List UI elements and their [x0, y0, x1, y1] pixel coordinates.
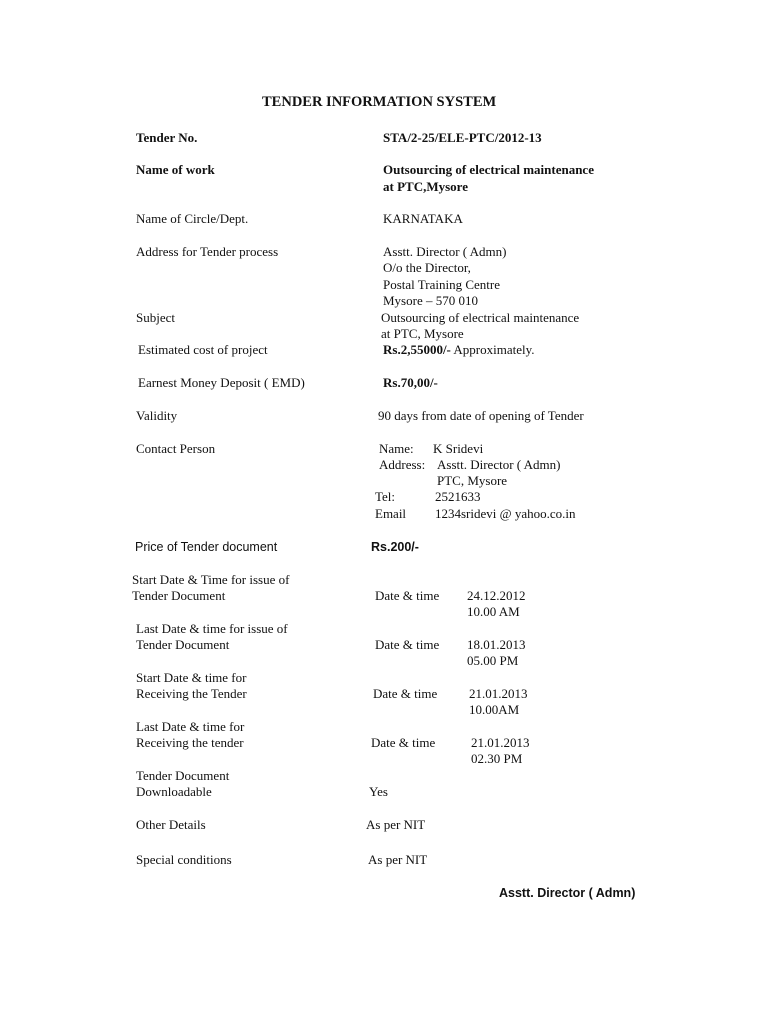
contact-email: 1234sridevi @ yahoo.co.in [435, 506, 576, 521]
contact-name: K Sridevi [433, 441, 484, 456]
contact-address-line-2: PTC, Mysore [437, 473, 508, 488]
emd-label: Earnest Money Deposit ( EMD) [138, 375, 305, 390]
other-details-value: As per NIT [366, 817, 426, 832]
emd-value: Rs.70,00/- [383, 375, 438, 390]
start-issue-dt-label: Date & time [375, 588, 440, 603]
contact-tel-label: Tel: [375, 489, 396, 504]
start-issue-time: 10.00 AM [467, 604, 520, 619]
address-line-3: Postal Training Centre [383, 277, 501, 292]
address-line-1: Asstt. Director ( Admn) [383, 244, 507, 259]
tender-no-value: STA/2-25/ELE-PTC/2012-13 [383, 130, 542, 145]
contact-email-label: Email [375, 506, 407, 521]
circle-label: Name of Circle/Dept. [136, 211, 249, 226]
estimated-cost-value [383, 342, 535, 359]
estimated-cost-amount: Rs.2,55000/- [383, 342, 451, 357]
last-receive-label-2: Receiving the tender [136, 735, 244, 750]
address-label: Address for Tender process [136, 244, 279, 259]
validity-value: 90 days from date of opening of Tender [378, 408, 584, 423]
special-conditions-value: As per NIT [368, 852, 428, 867]
start-issue-label-1: Start Date & Time for issue of [132, 572, 290, 587]
downloadable-label-2: Downloadable [136, 784, 212, 799]
estimated-cost-suffix: Approximately. [450, 342, 535, 357]
contact-tel: 2521633 [435, 489, 481, 504]
last-issue-label-1: Last Date & time for issue of [136, 621, 288, 636]
estimated-cost-label: Estimated cost of project [138, 342, 268, 357]
last-issue-label-2: Tender Document [136, 637, 230, 652]
validity-label: Validity [136, 408, 178, 423]
contact-address-label: Address: [379, 457, 426, 472]
start-issue-label-2: Tender Document [132, 588, 226, 603]
address-line-2: O/o the Director, [383, 260, 471, 275]
downloadable-value: Yes [369, 784, 388, 799]
start-receive-date: 21.01.2013 [469, 686, 528, 701]
start-issue-date: 24.12.2012 [467, 588, 526, 603]
other-details-label: Other Details [136, 817, 206, 832]
name-of-work-label: Name of work [136, 162, 215, 177]
start-receive-time: 10.00AM [469, 702, 520, 717]
last-issue-dt-label: Date & time [375, 637, 440, 652]
start-receive-label-1: Start Date & time for [136, 670, 247, 685]
last-receive-time: 02.30 PM [471, 751, 523, 766]
last-receive-dt-label: Date & time [371, 735, 436, 750]
address-line-4: Mysore – 570 010 [383, 293, 478, 308]
last-issue-time: 05.00 PM [467, 653, 519, 668]
start-receive-dt-label: Date & time [373, 686, 438, 701]
special-conditions-label: Special conditions [136, 852, 232, 867]
subject-label: Subject [136, 310, 175, 325]
tender-no-label: Tender No. [136, 130, 198, 145]
start-receive-label-2: Receiving the Tender [136, 686, 247, 701]
contact-label: Contact Person [136, 441, 216, 456]
signature: Asstt. Director ( Admn) [499, 886, 636, 900]
price-value: Rs.200/- [371, 540, 419, 554]
name-of-work-line-1: Outsourcing of electrical maintenance [383, 162, 594, 177]
page-title: TENDER INFORMATION SYSTEM [262, 94, 497, 110]
contact-address-line-1: Asstt. Director ( Admn) [437, 457, 561, 472]
subject-line-1: Outsourcing of electrical maintenance [381, 310, 580, 325]
contact-name-label: Name: [379, 441, 414, 456]
price-label: Price of Tender document [135, 540, 278, 554]
last-issue-date: 18.01.2013 [467, 637, 526, 652]
subject-line-2: at PTC, Mysore [381, 326, 464, 341]
downloadable-label-1: Tender Document [136, 768, 230, 783]
circle-value: KARNATAKA [383, 211, 463, 226]
last-receive-label-1: Last Date & time for [136, 719, 245, 734]
last-receive-date: 21.01.2013 [471, 735, 530, 750]
name-of-work-line-2: at PTC,Mysore [383, 179, 468, 194]
